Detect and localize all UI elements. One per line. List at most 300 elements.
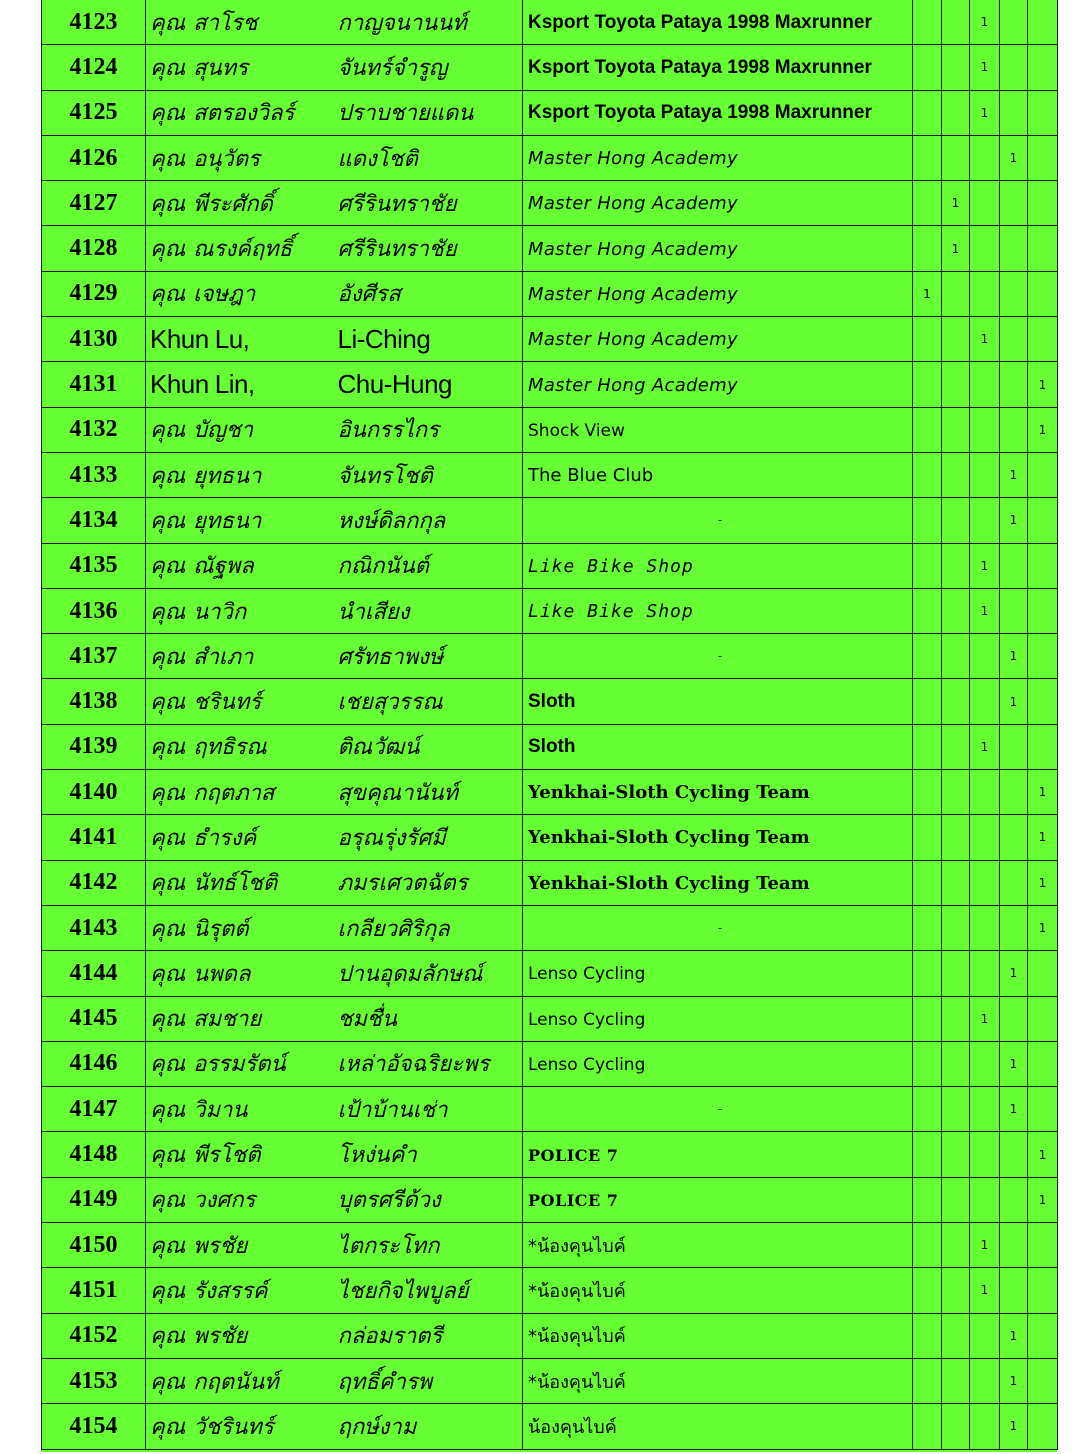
honorific: คุณ — [150, 1097, 186, 1123]
first-name-cell — [146, 0, 334, 45]
category-cell-4 — [1000, 543, 1028, 588]
category-cell-4: 1 — [1000, 1313, 1028, 1358]
category-cell-3 — [970, 452, 1000, 497]
first-name: นัทธ์โชติ — [193, 871, 278, 897]
honorific: คุณ — [150, 191, 186, 217]
category-cell-1 — [913, 1358, 942, 1403]
category-cell-1 — [913, 1177, 942, 1222]
category-cell-1 — [913, 634, 942, 679]
table-row — [42, 90, 1058, 135]
category-cell-5 — [1028, 1404, 1058, 1449]
team-name — [523, 0, 913, 45]
first-name-cell — [146, 407, 334, 452]
bib-number: 4132 — [42, 407, 146, 452]
first-name: อนุวัตร — [193, 146, 260, 172]
table-row — [42, 724, 1058, 769]
team-label: POLICE 7 — [528, 1190, 619, 1210]
last-name: กณิกนันต์ — [334, 543, 523, 588]
category-cell-2 — [942, 362, 970, 407]
team-label: Master Hong Academy — [528, 329, 738, 351]
category-cell-3 — [970, 226, 1000, 271]
honorific: คุณ — [150, 1414, 186, 1440]
category-cell-1: 1 — [913, 271, 942, 316]
honorific: คุณ — [150, 1007, 186, 1033]
honorific: คุณ — [150, 1369, 186, 1395]
bib-number: 4144 — [42, 951, 146, 996]
category-cell-2: 1 — [942, 226, 970, 271]
table-row — [42, 1268, 1058, 1313]
team-name — [523, 1177, 913, 1222]
category-cell-1 — [913, 588, 942, 633]
category-cell-1 — [913, 724, 942, 769]
category-cell-5 — [1028, 1358, 1058, 1403]
bib-number: 4135 — [42, 543, 146, 588]
team-name — [523, 815, 913, 860]
first-name: ธำรงค์ — [193, 825, 257, 851]
bib-number: 4130 — [42, 317, 146, 362]
category-cell-1 — [913, 815, 942, 860]
first-name-cell — [146, 271, 334, 316]
last-name: ติณวัฒน์ — [334, 724, 523, 769]
last-name: เหล่าอัจฉริยะพร — [334, 1041, 523, 1086]
category-cell-5 — [1028, 951, 1058, 996]
team-label: Master Hong Academy — [528, 374, 738, 396]
first-name: วัชรินทร์ — [193, 1414, 274, 1440]
category-cell-1 — [913, 45, 942, 90]
first-name-cell — [146, 860, 334, 905]
first-name: รังสรรค์ — [193, 1278, 268, 1304]
team-name — [523, 1223, 913, 1268]
category-cell-3 — [970, 951, 1000, 996]
category-cell-1 — [913, 1404, 942, 1449]
category-cell-5 — [1028, 996, 1058, 1041]
team-label: Master Hong Academy — [528, 193, 738, 215]
first-name-cell — [146, 588, 334, 633]
team-label: Master Hong Academy — [528, 148, 738, 170]
category-cell-2 — [942, 1268, 970, 1313]
first-name-cell — [146, 905, 334, 950]
category-cell-3: 1 — [970, 543, 1000, 588]
honorific: คุณ — [150, 1324, 186, 1350]
category-cell-1 — [913, 362, 942, 407]
category-cell-5: 1 — [1028, 1177, 1058, 1222]
category-cell-5 — [1028, 271, 1058, 316]
first-name-cell — [146, 181, 334, 226]
category-cell-5 — [1028, 1313, 1058, 1358]
category-cell-1 — [913, 543, 942, 588]
category-cell-4 — [1000, 317, 1028, 362]
category-cell-5 — [1028, 181, 1058, 226]
category-cell-4 — [1000, 860, 1028, 905]
table-row — [42, 362, 1058, 407]
table-row — [42, 0, 1058, 45]
first-name-cell — [146, 543, 334, 588]
category-cell-1 — [913, 90, 942, 135]
table-row — [42, 1404, 1058, 1449]
last-name: จันทร์จำรูญ — [334, 45, 523, 90]
category-cell-2 — [942, 724, 970, 769]
honorific: คุณ — [150, 237, 186, 263]
team-label: POLICE 7 — [528, 1145, 619, 1165]
first-name-cell — [146, 1177, 334, 1222]
team-label: Lenso Cycling — [528, 1054, 646, 1075]
category-cell-1 — [913, 181, 942, 226]
category-cell-4 — [1000, 1223, 1028, 1268]
category-cell-3 — [970, 860, 1000, 905]
team-label: Like Bike Shop — [528, 555, 694, 577]
category-cell-4: 1 — [1000, 1358, 1028, 1403]
honorific: คุณ — [150, 1233, 186, 1259]
last-name: นำเสียง — [334, 588, 523, 633]
category-cell-1 — [913, 860, 942, 905]
team-label: Yenkhai-Sloth Cycling Team — [528, 827, 810, 849]
category-cell-5: 1 — [1028, 362, 1058, 407]
category-cell-5 — [1028, 1268, 1058, 1313]
first-name-cell — [146, 951, 334, 996]
category-cell-4 — [1000, 770, 1028, 815]
bib-number: 4152 — [42, 1313, 146, 1358]
first-name: เจษฎา — [193, 282, 256, 308]
first-name: นิรุตต์ — [193, 916, 249, 942]
category-cell-4 — [1000, 181, 1028, 226]
category-cell-3: 1 — [970, 724, 1000, 769]
category-cell-2 — [942, 90, 970, 135]
honorific: คุณ — [150, 1052, 186, 1078]
honorific: คุณ — [150, 10, 186, 36]
category-cell-3: 1 — [970, 45, 1000, 90]
category-cell-5 — [1028, 1041, 1058, 1086]
honorific: คุณ — [150, 508, 186, 534]
first-name: ยุทธนา — [193, 508, 262, 534]
last-name: ศรีรินทราชัย — [334, 226, 523, 271]
category-cell-3 — [970, 770, 1000, 815]
table-row — [42, 271, 1058, 316]
team-label: The Blue Club — [528, 465, 654, 487]
team-label: Like Bike Shop — [528, 601, 694, 622]
bib-number: 4142 — [42, 860, 146, 905]
honorific: คุณ — [150, 644, 186, 670]
first-name: ณัฐพล — [193, 554, 254, 580]
last-name: อินกรรไกร — [334, 407, 523, 452]
first-name: สุนทร — [193, 55, 248, 81]
category-cell-2 — [942, 1087, 970, 1132]
table-row — [42, 815, 1058, 860]
category-cell-5 — [1028, 317, 1058, 362]
table-row — [42, 407, 1058, 452]
table-row — [42, 543, 1058, 588]
team-name — [523, 634, 913, 679]
honorific: คุณ — [150, 1143, 186, 1169]
table-row — [42, 226, 1058, 271]
first-name-cell — [146, 90, 334, 135]
last-name: Li-Ching — [334, 317, 523, 362]
team-name — [523, 317, 913, 362]
bib-number: 4136 — [42, 588, 146, 633]
first-name-cell — [146, 770, 334, 815]
category-cell-3 — [970, 905, 1000, 950]
category-cell-1 — [913, 226, 942, 271]
last-name: ศรัทธาพงษ์ — [334, 634, 523, 679]
bib-number: 4149 — [42, 1177, 146, 1222]
honorific: คุณ — [150, 871, 186, 897]
honorific: คุณ — [150, 463, 186, 489]
category-cell-4 — [1000, 45, 1028, 90]
honorific: คุณ — [150, 825, 186, 851]
bib-number: 4134 — [42, 498, 146, 543]
category-cell-1 — [913, 1041, 942, 1086]
category-cell-1 — [913, 407, 942, 452]
category-cell-5 — [1028, 0, 1058, 45]
bib-number: 4153 — [42, 1358, 146, 1403]
last-name: เกลียวศิริกุล — [334, 905, 523, 950]
team-label: - — [717, 649, 723, 664]
first-name: สำเภา — [193, 644, 254, 670]
bib-number: 4143 — [42, 905, 146, 950]
last-name: กล่อมราตรี — [334, 1313, 523, 1358]
team-label: น้องคุนไบค์ — [528, 1416, 617, 1438]
category-cell-2 — [942, 1313, 970, 1358]
category-cell-1 — [913, 135, 942, 180]
category-cell-5 — [1028, 634, 1058, 679]
last-name: อังศีรส — [334, 271, 523, 316]
first-name: Lin, — [214, 369, 255, 400]
bib-number: 4151 — [42, 1268, 146, 1313]
team-name — [523, 271, 913, 316]
team-label: *น้องคุนไบค์ — [528, 1326, 626, 1348]
category-cell-2 — [942, 1404, 970, 1449]
first-name-cell — [146, 1404, 334, 1449]
team-name — [523, 1268, 913, 1313]
category-cell-1 — [913, 1132, 942, 1177]
category-cell-3: 1 — [970, 317, 1000, 362]
category-cell-3 — [970, 1177, 1000, 1222]
category-cell-3 — [970, 1313, 1000, 1358]
table-row — [42, 1132, 1058, 1177]
last-name: ไตกระโทก — [334, 1223, 523, 1268]
category-cell-5: 1 — [1028, 860, 1058, 905]
team-label: Sloth — [528, 736, 576, 758]
honorific: คุณ — [150, 418, 186, 444]
first-name: กฤตนันท์ — [193, 1369, 279, 1395]
first-name-cell — [146, 452, 334, 497]
category-cell-5: 1 — [1028, 407, 1058, 452]
honorific: Khun — [150, 369, 209, 400]
category-cell-3 — [970, 135, 1000, 180]
category-cell-1 — [913, 1223, 942, 1268]
last-name: หงษ์ดิลกกุล — [334, 498, 523, 543]
category-cell-2 — [942, 317, 970, 362]
bib-number: 4127 — [42, 181, 146, 226]
category-cell-3 — [970, 362, 1000, 407]
team-name — [523, 543, 913, 588]
first-name: นาวิก — [193, 599, 247, 625]
bib-number: 4148 — [42, 1132, 146, 1177]
honorific: คุณ — [150, 599, 186, 625]
first-name: พีรโชติ — [193, 1143, 261, 1169]
category-cell-5: 1 — [1028, 770, 1058, 815]
last-name: ไชยกิจไพบูลย์ — [334, 1268, 523, 1313]
last-name: สุขคุณานันท์ — [334, 770, 523, 815]
first-name-cell — [146, 1268, 334, 1313]
team-label: Ksport Toyota Pataya 1998 Maxrunner — [528, 102, 872, 124]
category-cell-4 — [1000, 90, 1028, 135]
first-name-cell — [146, 679, 334, 724]
first-name: อรรมรัตน์ — [193, 1052, 286, 1078]
category-cell-4 — [1000, 724, 1028, 769]
bib-number: 4138 — [42, 679, 146, 724]
category-cell-5: 1 — [1028, 905, 1058, 950]
honorific: คุณ — [150, 961, 186, 987]
category-cell-2 — [942, 0, 970, 45]
first-name: สาโรช — [193, 10, 258, 36]
honorific: คุณ — [150, 101, 186, 127]
category-cell-4 — [1000, 1268, 1028, 1313]
category-cell-4: 1 — [1000, 135, 1028, 180]
last-name: แดงโชติ — [334, 135, 523, 180]
table-row — [42, 1177, 1058, 1222]
bib-number: 4133 — [42, 452, 146, 497]
category-cell-5 — [1028, 543, 1058, 588]
table-row — [42, 770, 1058, 815]
category-cell-3 — [970, 181, 1000, 226]
team-name — [523, 724, 913, 769]
category-cell-5 — [1028, 1223, 1058, 1268]
category-cell-5 — [1028, 90, 1058, 135]
category-cell-5 — [1028, 498, 1058, 543]
team-name — [523, 588, 913, 633]
category-cell-3 — [970, 1087, 1000, 1132]
team-label: Yenkhai-Sloth Cycling Team — [528, 782, 810, 804]
team-name — [523, 452, 913, 497]
table-row — [42, 634, 1058, 679]
category-cell-3 — [970, 679, 1000, 724]
bib-number: 4139 — [42, 724, 146, 769]
bib-number: 4126 — [42, 135, 146, 180]
team-name — [523, 860, 913, 905]
category-cell-2 — [942, 770, 970, 815]
category-cell-5 — [1028, 135, 1058, 180]
category-cell-3: 1 — [970, 996, 1000, 1041]
category-cell-4 — [1000, 1177, 1028, 1222]
category-cell-4: 1 — [1000, 498, 1028, 543]
category-cell-2 — [942, 1177, 970, 1222]
first-name-cell — [146, 226, 334, 271]
category-cell-5 — [1028, 588, 1058, 633]
honorific: คุณ — [150, 1278, 186, 1304]
honorific: คุณ — [150, 1188, 186, 1214]
bib-number: 4154 — [42, 1404, 146, 1449]
category-cell-3 — [970, 1041, 1000, 1086]
table-row — [42, 679, 1058, 724]
category-cell-1 — [913, 996, 942, 1041]
table-row — [42, 951, 1058, 996]
team-label: *น้องคุนไบค์ — [528, 1371, 626, 1393]
honorific: คุณ — [150, 554, 186, 580]
first-name-cell — [146, 1132, 334, 1177]
table-row — [42, 996, 1058, 1041]
table-row — [42, 1313, 1058, 1358]
category-cell-5 — [1028, 679, 1058, 724]
table-body — [42, 0, 1058, 1449]
category-cell-2 — [942, 452, 970, 497]
category-cell-1 — [913, 317, 942, 362]
category-cell-5 — [1028, 1087, 1058, 1132]
table-row — [42, 588, 1058, 633]
team-label: *น้องคุนไบค์ — [528, 1280, 626, 1302]
category-cell-4: 1 — [1000, 1087, 1028, 1132]
bib-number: 4128 — [42, 226, 146, 271]
team-label: Lenso Cycling — [528, 964, 646, 985]
category-cell-3: 1 — [970, 1223, 1000, 1268]
category-cell-1 — [913, 1268, 942, 1313]
first-name: พรชัย — [193, 1324, 248, 1350]
category-cell-1 — [913, 0, 942, 45]
category-cell-2 — [942, 498, 970, 543]
category-cell-4: 1 — [1000, 679, 1028, 724]
category-cell-2 — [942, 407, 970, 452]
team-name — [523, 1358, 913, 1403]
table-row — [42, 1358, 1058, 1403]
category-cell-3 — [970, 1404, 1000, 1449]
honorific: คุณ — [150, 780, 186, 806]
bib-number: 4129 — [42, 271, 146, 316]
first-name-cell — [146, 498, 334, 543]
last-name: ภมรเศวตฉัตร — [334, 860, 523, 905]
team-name — [523, 905, 913, 950]
team-label: Yenkhai-Sloth Cycling Team — [528, 872, 810, 894]
first-name-cell — [146, 1087, 334, 1132]
team-label: - — [717, 1102, 723, 1117]
category-cell-1 — [913, 452, 942, 497]
category-cell-1 — [913, 1313, 942, 1358]
last-name: ฤทธิ์คำรพ — [334, 1358, 523, 1403]
category-cell-2 — [942, 1132, 970, 1177]
table-row — [42, 905, 1058, 950]
category-cell-2 — [942, 905, 970, 950]
bib-number: 4124 — [42, 45, 146, 90]
category-cell-2 — [942, 860, 970, 905]
first-name: Lu, — [214, 323, 250, 354]
first-name-cell — [146, 724, 334, 769]
first-name: นพดล — [193, 961, 251, 987]
team-name — [523, 996, 913, 1041]
category-cell-2 — [942, 815, 970, 860]
team-label: *น้องคุนไบค์ — [528, 1235, 626, 1257]
team-name — [523, 1087, 913, 1132]
category-cell-4: 1 — [1000, 1041, 1028, 1086]
honorific: คุณ — [150, 916, 186, 942]
first-name-cell — [146, 1041, 334, 1086]
team-name — [523, 1132, 913, 1177]
category-cell-4 — [1000, 1132, 1028, 1177]
category-cell-4: 1 — [1000, 452, 1028, 497]
first-name: ยุทธนา — [193, 463, 262, 489]
category-cell-1 — [913, 679, 942, 724]
team-name — [523, 362, 913, 407]
first-name-cell — [146, 1313, 334, 1358]
team-name — [523, 498, 913, 543]
category-cell-1 — [913, 951, 942, 996]
category-cell-3: 1 — [970, 588, 1000, 633]
first-name-cell — [146, 1223, 334, 1268]
first-name: พีระศักดิ์ — [193, 191, 273, 217]
team-name — [523, 45, 913, 90]
category-cell-3 — [970, 271, 1000, 316]
participant-table — [41, 0, 1058, 1450]
first-name-cell — [146, 317, 334, 362]
category-cell-4 — [1000, 226, 1028, 271]
last-name: อรุณรุ่งรัศมี — [334, 815, 523, 860]
